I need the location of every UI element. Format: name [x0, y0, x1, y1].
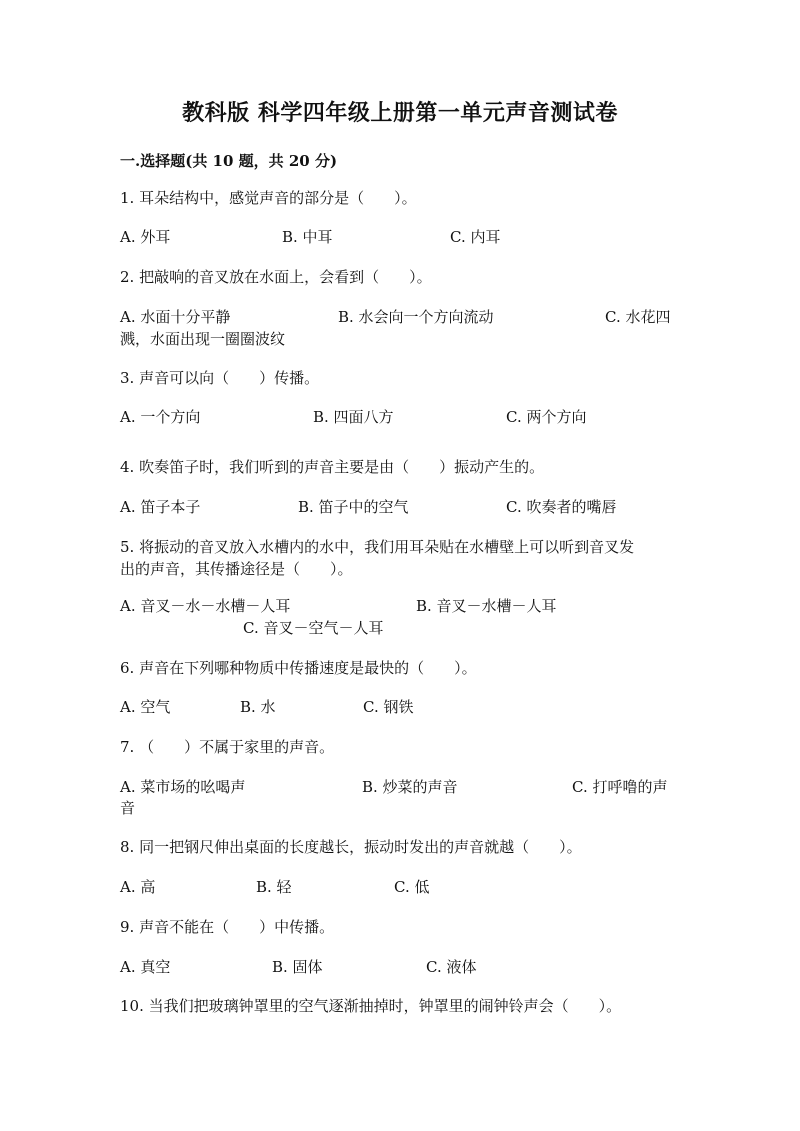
option-a: A. 空气 — [120, 698, 171, 716]
question-3: 3. 声音可以向（ ）传播。 — [120, 369, 320, 387]
question-9: 9. 声音不能在（ ）中传播。 — [120, 918, 335, 936]
option-b: B. 水 — [240, 698, 276, 716]
option-b: B. 中耳 — [282, 228, 333, 246]
question-2: 2. 把敲响的音叉放在水面上，会看到（ ）。 — [120, 268, 432, 286]
option-a: A. 真空 — [120, 958, 171, 976]
question-10: 10. 当我们把玻璃钟罩里的空气逐渐抽掉时，钟罩里的闹钟铃声会（ ）。 — [120, 997, 622, 1015]
option-c: C. 打呼噜的声 — [572, 778, 668, 796]
question-9-options — [120, 956, 680, 978]
option-c: C. 液体 — [426, 958, 477, 976]
option-b: B. 笛子中的空气 — [298, 498, 409, 516]
option-c-continued: 音 — [120, 799, 136, 817]
section-heading: 一.选择题(共 10 题，共 20 分) — [120, 152, 338, 170]
option-b: B. 固体 — [272, 958, 323, 976]
option-a: A. 水面十分平静 — [120, 308, 231, 326]
question-7-options — [120, 776, 680, 798]
option-a: A. 笛子本子 — [120, 498, 201, 516]
question-4-options — [120, 496, 680, 518]
question-2-options — [120, 306, 680, 328]
option-b: B. 炒菜的声音 — [362, 778, 458, 796]
option-c: C. 两个方向 — [506, 408, 587, 426]
question-5-line-2: 出的声音，其传播途径是（ ）。 — [120, 560, 353, 578]
page-title: 教科版 科学四年级上册第一单元声音测试卷 — [182, 100, 618, 126]
option-b: B. 水会向一个方向流动 — [338, 308, 494, 326]
question-4: 4. 吹奏笛子时，我们听到的声音主要是由（ ）振动产生的。 — [120, 458, 545, 476]
question-5-line-1: 5. 将振动的音叉放入水槽内的水中，我们用耳朵贴在水槽壁上可以听到音叉发 — [120, 538, 635, 556]
question-5-options — [120, 595, 680, 617]
question-3-options — [120, 406, 680, 428]
option-a: A. 音叉－水－水槽－人耳 — [120, 597, 291, 615]
option-b: B. 音叉－水槽－人耳 — [416, 597, 557, 615]
option-c: C. 水花四 — [605, 308, 671, 326]
option-b: B. 四面八方 — [313, 408, 394, 426]
question-6-options — [120, 696, 680, 718]
option-c: C. 音叉－空气－人耳 — [243, 619, 384, 637]
option-c-continued: 溅，水面出现一圈圈波纹 — [120, 330, 286, 348]
question-1-options — [120, 226, 680, 248]
option-c: C. 内耳 — [450, 228, 501, 246]
option-b: B. 轻 — [256, 878, 292, 896]
question-7: 7. （ ）不属于家里的声音。 — [120, 738, 335, 756]
option-a: A. 菜市场的吆喝声 — [120, 778, 246, 796]
question-1: 1. 耳朵结构中，感觉声音的部分是（ ）。 — [120, 189, 417, 207]
option-c: C. 低 — [394, 878, 430, 896]
question-8: 8. 同一把钢尺伸出桌面的长度越长，振动时发出的声音就越（ ）。 — [120, 838, 582, 856]
question-8-options — [120, 876, 680, 898]
option-a: A. 高 — [120, 878, 156, 896]
option-c: C. 钢铁 — [363, 698, 414, 716]
question-6: 6. 声音在下列哪种物质中传播速度是最快的（ ）。 — [120, 659, 477, 677]
option-a: A. 一个方向 — [120, 408, 201, 426]
option-a: A. 外耳 — [120, 228, 171, 246]
option-c: C. 吹奏者的嘴唇 — [506, 498, 617, 516]
